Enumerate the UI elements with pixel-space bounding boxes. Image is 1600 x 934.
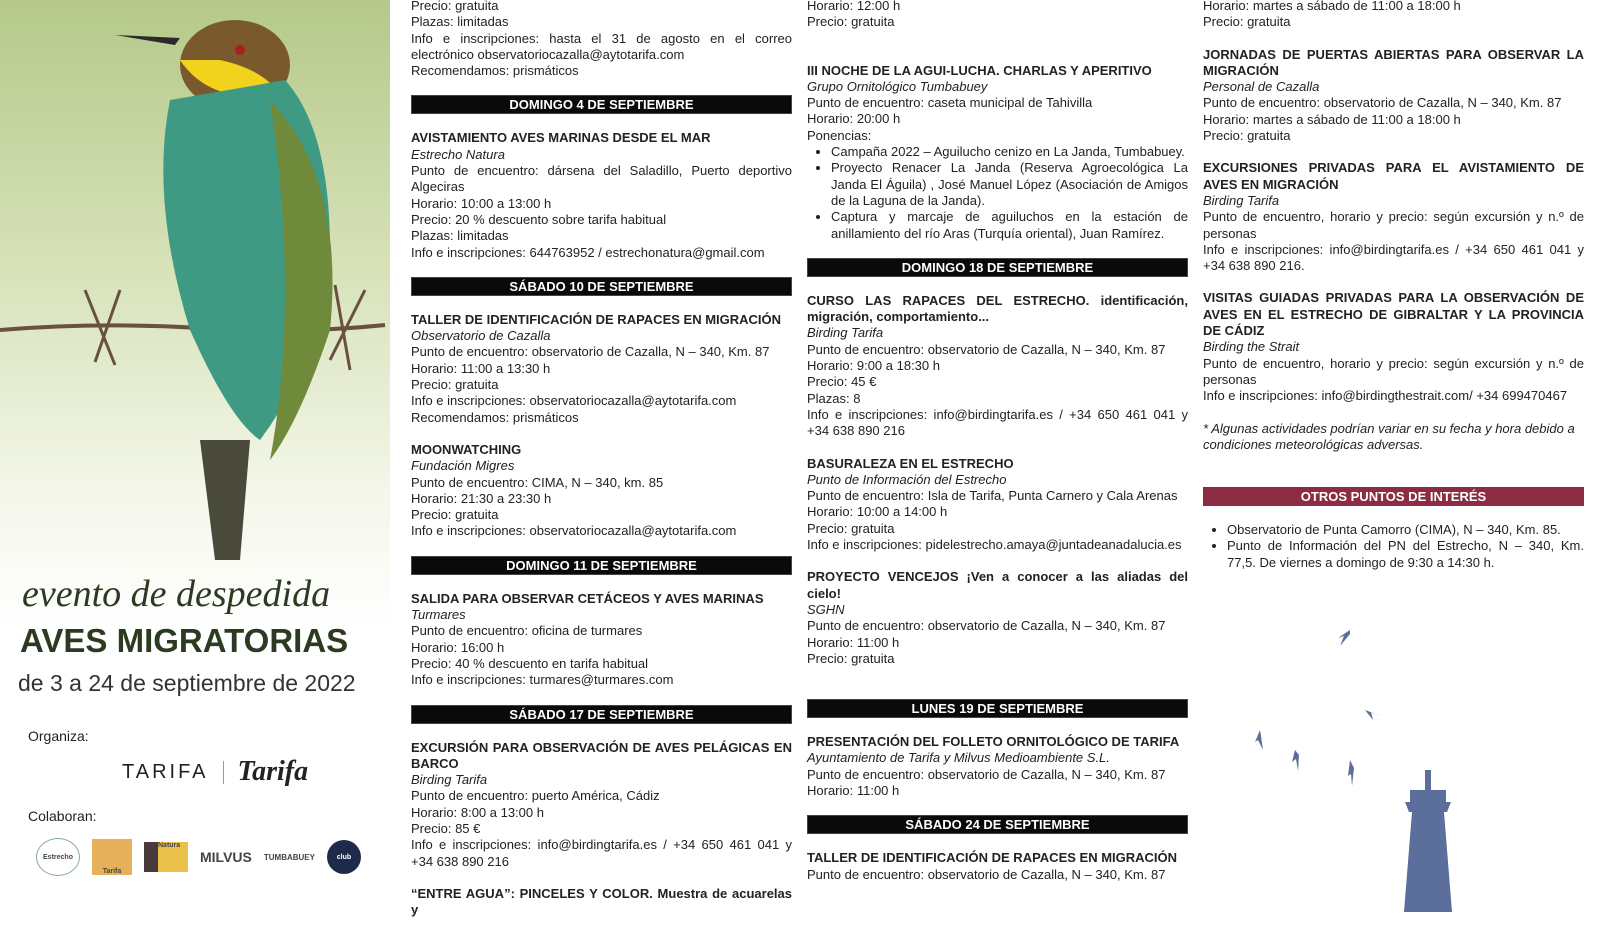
event-detail: Precio: gratuita — [411, 0, 499, 13]
event-item — [807, 850, 1188, 883]
disclaimer-note: * Algunas actividades podrían variar en su fecha y hora debido a condiciones meteorológicas adversas. — [1203, 420, 1575, 452]
bullet-item: • Proyecto Renacer La Janda (Reserva Agroecológica La Janda El Águila) , José Manuel López (Asociación de Amigos de la Laguna de la Janda). — [831, 160, 1188, 209]
lighthouse-icon — [1404, 770, 1452, 912]
event-detail: Punto de encuentro: Isla de Tarifa, Punta Carnero y Cala Arenas — [807, 488, 1178, 504]
event-organizer: Personal de Cazalla — [1203, 79, 1320, 95]
event-detail: Info e inscripciones: info@birdingtarifa.es / +34 650 461 041 y +34 638 890 216 — [807, 406, 1188, 439]
event-detail: Punto de encuentro: puerto América, Cádiz — [411, 788, 660, 804]
event-detail: Punto de encuentro: observatorio de Cazalla, N – 340, Km. 87 — [807, 866, 1166, 882]
event-detail: Precio: 85 € — [411, 820, 481, 836]
event-organizer: Grupo Ornitológico Tumbabuey — [807, 78, 988, 94]
event-title: EXCURSIÓN PARA OBSERVACIÓN DE AVES PELÁGICAS EN BARCO — [411, 739, 792, 771]
collaborator-logos — [36, 838, 376, 876]
event-title: PROYECTO VENCEJOS ¡Ven a conocer a las aliadas del cielo! — [807, 569, 1188, 601]
event-item — [807, 456, 1188, 554]
event-item — [807, 63, 1188, 242]
event-title: CURSO LAS RAPACES DEL ESTRECHO. identificación, migración, comportamiento... — [807, 292, 1188, 325]
event-detail: Ponencias: — [807, 127, 872, 143]
event-organizer: Ayuntamiento de Tarifa y Milvus Medioambiente S.L. — [807, 750, 1110, 766]
event-detail: Punto de encuentro: observatorio de Cazalla, N – 340, Km. 87 — [411, 344, 770, 360]
event-title: PRESENTACIÓN DEL FOLLETO ORNITOLÓGICO DE TARIFA — [807, 734, 1180, 750]
event-item — [411, 591, 792, 689]
event-item — [1203, 0, 1584, 31]
event-title: JORNADAS DE PUERTAS ABIERTAS PARA OBSERVAR LA MIGRACIÓN — [1203, 46, 1584, 78]
event-detail: Precio: 40 % descuento en tarifa habitual — [411, 655, 649, 671]
flying-birds-icon — [1255, 630, 1381, 786]
main-title: AVES MIGRATORIAS — [20, 622, 349, 659]
event-title: “ENTRE AGUA”: PINCELES Y COLOR. Muestra de acuarelas y — [411, 885, 792, 918]
event-detail: Horario: 12:00 h — [807, 0, 901, 13]
event-item — [411, 886, 792, 919]
event-detail: Precio: gratuita — [1203, 14, 1291, 30]
bee-eater-bird-illustration — [0, 0, 390, 600]
date-header: DOMINGO 18 DE SEPTIEMBRE — [807, 258, 1188, 277]
lighthouse-illustration — [1200, 620, 1600, 920]
event-dates: de 3 a 24 de septiembre de 2022 — [18, 670, 356, 696]
event-detail: Precio: gratuita — [807, 14, 895, 30]
bullet-list — [1203, 522, 1584, 571]
event-detail: Horario: 11:00 h — [807, 782, 900, 798]
event-detail: Punto de encuentro: observatorio de Cazalla, N – 340, Km. 87 — [807, 766, 1166, 782]
bullet-item: • Observatorio de Punta Camorro (CIMA), N – 340, Km. 85. — [1227, 522, 1584, 538]
collaborator-logo: MILVUS — [200, 849, 252, 865]
event-detail: Punto de encuentro: observatorio de Cazalla, N – 340, Km. 87 — [807, 341, 1166, 357]
organiza-label: Organiza: — [28, 728, 89, 744]
date-header: OTROS PUNTOS DE INTERÉS — [1203, 487, 1584, 506]
event-detail: Horario: 9:00 a 18:30 h — [807, 358, 940, 374]
date-header: SÁBADO 24 DE SEPTIEMBRE — [807, 815, 1188, 834]
date-header: LUNES 19 DE SEPTIEMBRE — [807, 699, 1188, 718]
event-detail: Info e inscripciones: hasta el 31 de agosto en el correo electrónico observatoriocazalla@aytotarifa.com — [411, 30, 792, 62]
collaborator-logo: TUMBABUEY — [263, 852, 315, 862]
event-detail: Info e inscripciones: 644763952 / estrechonatura@gmail.com — [411, 244, 765, 260]
event-detail: Punto de encuentro: observatorio de Cazalla, N – 340, Km. 87 — [807, 618, 1166, 634]
event-title: VISITAS GUIADAS PRIVADAS PARA LA OBSERVACIÓN DE AVES EN EL ESTRECHO DE GIBRALTAR Y LA PROVINCIA DE CÁDIZ — [1203, 290, 1584, 339]
date-header: SÁBADO 10 DE SEPTIEMBRE — [411, 277, 792, 296]
event-detail: Punto de encuentro: observatorio de Cazalla, N – 340, Km. 87 — [1203, 95, 1562, 111]
event-organizer: Birding Tarifa — [411, 772, 488, 788]
event-detail: Horario: 8:00 a 13:00 h — [411, 804, 544, 820]
event-detail: Precio: gratuita — [411, 377, 499, 393]
collaborator-logo: Estrecho — [36, 838, 80, 876]
event-detail: Info e inscripciones: info@birdingthestrait.com/ +34 699470467 — [1203, 388, 1568, 404]
bullet-item: • Punto de Información del PN del Estrecho, N – 340, Km. 77,5. De viernes a domingo de 9:30 a 14:30 h. — [1227, 538, 1584, 571]
schedule-column-1 — [411, 0, 792, 934]
event-item — [807, 734, 1188, 799]
tarifa-brand-logo: Tarifa — [237, 756, 309, 787]
event-detail: Punto de encuentro: oficina de turmares — [411, 623, 643, 639]
schedule-column-2 — [807, 0, 1188, 915]
date-header: DOMINGO 11 DE SEPTIEMBRE — [411, 556, 792, 575]
collaborator-logo: club — [327, 840, 361, 874]
collaborator-logo: Natura — [144, 842, 188, 872]
event-title: SALIDA PARA OBSERVAR CETÁCEOS Y AVES MARINAS — [411, 590, 764, 606]
event-title: TALLER DE IDENTIFICACIÓN DE RAPACES EN MIGRACIÓN — [411, 311, 782, 327]
event-item — [1203, 47, 1584, 145]
event-title: EXCURSIONES PRIVADAS PARA EL AVISTAMIENTO DE AVES EN MIGRACIÓN — [1203, 160, 1584, 192]
bullet-item: • Captura y marcaje de aguiluchos en la estación de anillamiento del río Aras (Turquía oriental), Juan Ramírez. — [831, 209, 1188, 242]
date-header: DOMINGO 4 DE SEPTIEMBRE — [411, 95, 792, 114]
event-detail: Precio: gratuita — [807, 650, 895, 666]
event-detail: Info e inscripciones: info@birdingtarifa.es / +34 650 461 041 y +34 638 890 216 — [411, 837, 792, 869]
event-title: TALLER DE IDENTIFICACIÓN DE RAPACES EN MIGRACIÓN — [807, 850, 1178, 866]
event-detail: Info e inscripciones: observatoriocazalla@aytotarifa.com — [411, 393, 737, 409]
poster-cover-panel — [0, 0, 390, 900]
event-detail: Precio: gratuita — [411, 507, 499, 523]
event-item — [1203, 290, 1584, 404]
organizer-logos — [122, 756, 308, 788]
event-organizer: Turmares — [411, 607, 466, 623]
event-detail: Info e inscripciones: pidelestrecho.amaya@juntadeanadalucia.es — [807, 537, 1182, 553]
event-detail: Horario: 21:30 a 23:30 h — [411, 490, 552, 506]
event-detail: Recomendamos: prismáticos — [411, 409, 579, 425]
event-organizer: Birding the Strait — [1203, 339, 1300, 355]
event-detail: Horario: 16:00 h — [411, 639, 505, 655]
event-detail: Horario: 10:00 a 13:00 h — [411, 195, 552, 211]
event-detail: Plazas: limitadas — [411, 228, 509, 244]
event-detail: Horario: martes a sábado de 11:00 a 18:00 h — [1203, 111, 1461, 127]
event-organizer: Fundación Migres — [411, 458, 515, 474]
event-title: MOONWATCHING — [411, 441, 522, 457]
tarifa-council-logo: TARIFA — [122, 761, 224, 784]
event-detail: Horario: martes a sábado de 11:00 a 18:00 h — [1203, 0, 1461, 13]
event-detail: Punto de encuentro: dársena del Saladillo, Puerto deportivo Algeciras — [411, 163, 792, 195]
event-item — [1203, 522, 1584, 571]
event-detail: Horario: 20:00 h — [807, 111, 901, 127]
event-item — [411, 312, 792, 426]
event-title: BASURALEZA EN EL ESTRECHO — [807, 455, 1014, 471]
event-item — [411, 740, 792, 870]
event-item — [411, 0, 792, 79]
event-detail: Precio: 20 % descuento sobre tarifa habitual — [411, 211, 667, 227]
event-organizer: Birding Tarifa — [1203, 192, 1280, 208]
event-item — [807, 569, 1188, 667]
schedule-column-3 — [1203, 0, 1584, 587]
event-detail: Punto de encuentro, horario y precio: según excursión y n.º de personas — [1203, 209, 1584, 241]
event-detail: Info e inscripciones: turmares@turmares.com — [411, 672, 674, 688]
event-title: AVISTAMIENTO AVES MARINAS DESDE EL MAR — [411, 130, 711, 146]
colaboran-label: Colaboran: — [28, 808, 97, 824]
event-organizer: Punto de Información del Estrecho — [807, 471, 1007, 487]
event-detail: Punto de encuentro: CIMA, N – 340, km. 85 — [411, 474, 664, 490]
event-detail: Horario: 11:00 h — [807, 634, 900, 650]
event-organizer: Birding Tarifa — [807, 325, 884, 341]
collaborator-logo: Tarifa — [92, 839, 132, 875]
event-item — [807, 0, 1188, 31]
event-detail: Punto de encuentro, horario y precio: según excursión y n.º de personas — [1203, 355, 1584, 387]
event-detail: Plazas: 8 — [807, 390, 861, 406]
event-detail: Plazas: limitadas — [411, 14, 509, 30]
event-detail: Horario: 11:00 a 13:30 h — [411, 360, 551, 376]
date-header: SÁBADO 17 DE SEPTIEMBRE — [411, 705, 792, 724]
event-organizer: Observatorio de Cazalla — [411, 328, 551, 344]
bullet-list — [807, 144, 1188, 242]
bullet-item: • Campaña 2022 – Aguilucho cenizo en La Janda, Tumbabuey. — [831, 144, 1188, 160]
event-organizer: Estrecho Natura — [411, 146, 505, 162]
event-item — [1203, 160, 1584, 274]
event-item — [411, 130, 792, 260]
event-detail: Info e inscripciones: observatoriocazalla@aytotarifa.com — [411, 523, 737, 539]
event-detail: Precio: gratuita — [1203, 128, 1291, 144]
script-title: evento de despedida — [22, 573, 331, 615]
event-organizer: SGHN — [807, 601, 845, 617]
event-detail: Punto de encuentro: caseta municipal de Tahivilla — [807, 95, 1093, 111]
event-detail: Horario: 10:00 a 14:00 h — [807, 504, 948, 520]
event-detail: Info e inscripciones: info@birdingtarifa.es / +34 650 461 041 y +34 638 890 216. — [1203, 241, 1584, 274]
event-item — [807, 293, 1188, 440]
event-detail: Precio: gratuita — [807, 520, 895, 536]
event-detail: Recomendamos: prismáticos — [411, 63, 579, 79]
event-detail: Precio: 45 € — [807, 374, 877, 390]
event-title: III NOCHE DE LA AGUI-LUCHA. CHARLAS Y APERITIVO — [807, 62, 1152, 78]
event-item — [411, 442, 792, 540]
